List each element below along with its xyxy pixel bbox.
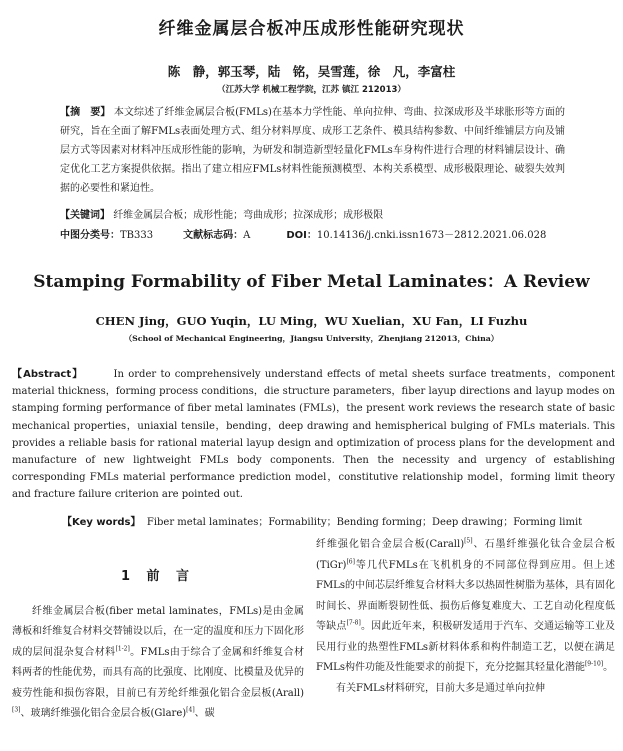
document-code-value: A [243, 230, 251, 241]
body-right-column [316, 535, 615, 699]
doi-value: 10.14136/j.cnki.issn1673－2812.2021.06.028 [316, 230, 547, 241]
english-keywords-label: 【Key words】 [62, 517, 141, 528]
english-title: Stamping Formability of Fiber Metal Laminates：A Review [33, 272, 590, 292]
intro-text-part: 纤维强化铝合金层合板(Carall) [316, 539, 465, 550]
english-abstract-text: In order to comprehensively understand effects of metal sheets surface treatments，component material thickness，forming process conditions，die structure parameters，fiber layup directions and layup modes on stamping forming performance of fiber metal laminates (FMLs)，the present work reviews the research state of basic mechanical properties，uniaxial tensile，bending，deep drawing and hemispherical bulging of FMLs materials. This provides a reliable basis for rational material layup design and optimization of process plans for the development and manufacture of new lightweight FMLs body components. Then the necessity and urgency of establishing corresponding FMLs material performance prediction model，constitutive relationship model，forming limit theory and fracture failure criterion are pointed out. [12, 369, 615, 501]
english-authors: CHEN Jing，GUO Yuqin，LU Ming，WU Xuelian，XU Fan，LI Fuzhu [95, 314, 528, 328]
chinese-keywords-label: 【关键词】 [60, 210, 110, 221]
english-keywords-text: Fiber metal laminates；Formability；Bending forming；Deep drawing；Forming limit [146, 517, 583, 528]
chinese-title: 纤维金属层合板冲压成形性能研究现状 [158, 19, 465, 39]
class-number-value: TB333 [120, 230, 154, 241]
intro-text-part: 。 [603, 662, 614, 673]
intro-text-part: 纤维金属层合板(fiber metal laminates，FMLs)是由金属薄板和纤维复合材料交替铺设以后，在一定的温度和压力下固化形成的层间混杂复合材料 [12, 605, 304, 658]
citation-ref: [3] [12, 706, 21, 714]
intro-text-part: 等几代FMLs在飞机机身的不同部位得到应用。但上述FMLs的中间芯层纤维复合材料大多以热固性树脂为基体，具有固化时间长、界面断裂韧性低、损伤后修复难度大、工艺自动化程度低等缺点 [316, 559, 615, 632]
chinese-authors: 陈 静，郭玉琴，陆 铭，吴雪莲，徐 凡，李富柱 [167, 64, 456, 79]
citation-ref: [5] [464, 537, 473, 545]
classification-line [60, 229, 570, 243]
document-code-label: 文献标志码： [183, 230, 244, 241]
doi-label: DOI： [286, 230, 317, 241]
intro-paragraph-1-continued [316, 535, 615, 679]
intro-text-part: 、玻璃纤维强化铝合金层合板(Glare) [20, 708, 187, 719]
citation-ref: [7-8] [346, 619, 361, 627]
body-left-column [12, 535, 304, 725]
chinese-abstract [60, 103, 565, 198]
chinese-abstract-text: 本文综述了纤维金属层合板(FMLs)在基本力学性能、单向拉伸、弯曲、拉深成形及半球胀形等方面的研究，旨在全面了解FMLs表面处理方式、组分材料厚度、成形工艺条件、模具结构参数、中间纤维铺层方向及铺层方式等因素对材料冲压成形性能的影响，为研发和制造新型轻量化FMLs车身构件进行合理的材料铺层设计、确定优化工艺方案提供依据。指出了建立相应FMLs材料性能预测模型、本构关系模型、成形极限理论、破裂失效判据的必要性和紧迫性。 [60, 107, 565, 194]
intro-text-part: 。因此近年来，积极研发适用于汽车、交通运输等工业及民用行业的热塑性FMLs新材料体系和构件制造工艺，以便在满足FMLs构件功能及性能要求的前提下，充分挖掘其轻量化潜能 [316, 621, 616, 673]
intro-paragraph-1 [12, 602, 304, 725]
intro-text-part: 。FMLs由于综合了金属和纤维复合材料两者的性能优势，而具有高的比强度、比刚度、比模量及优异的疲劳性能和损伤容限，目前已有芳纶纤维强化铝合金层板(Arall) [12, 646, 305, 699]
chinese-affiliation: （江苏大学 机械工程学院，江苏 镇江 212013） [217, 85, 406, 95]
intro-paragraph-2: 有关FMLs材料研究，目前大多是通过单向拉伸 [336, 682, 545, 694]
citation-ref: [9-10] [584, 660, 604, 668]
citation-ref: [6] [346, 558, 355, 566]
citation-ref: [1-2] [115, 645, 130, 653]
english-keywords [62, 516, 602, 530]
chinese-keywords-text: 纤维金属层合板；成形性能；弯曲成形；拉深成形；成形极限 [113, 210, 384, 221]
intro-text-part: 、碳 [194, 708, 215, 719]
english-abstract [12, 366, 615, 504]
class-number-label: 中图分类号： [60, 230, 120, 241]
english-affiliation: （School of Mechanical Engineering，Jiangsu University，Zhenjiang 212013，China） [124, 334, 499, 343]
intro-text-part: 、石墨纤维强化钛合金层合板(TiGr) [316, 539, 615, 571]
chinese-abstract-label: 【摘 要】 [60, 107, 111, 118]
citation-ref: [4] [186, 706, 195, 714]
section-heading-introduction: 1 前 言 [120, 569, 196, 584]
chinese-keywords [60, 209, 565, 223]
english-abstract-label: 【Abstract】 [12, 369, 84, 380]
